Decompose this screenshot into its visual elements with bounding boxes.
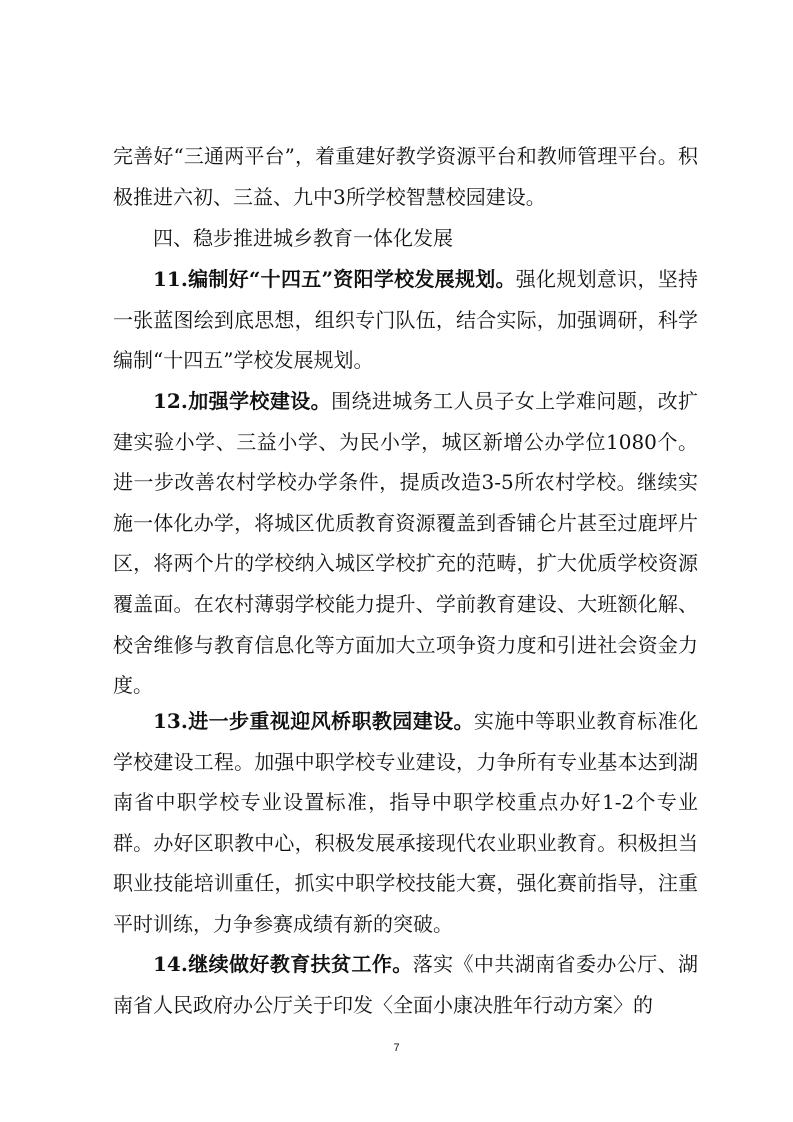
item-title: 12.加强学校建设。 <box>153 389 332 413</box>
page-number: 7 <box>393 1042 400 1054</box>
item-title: 14.继续做好教育扶贫工作。 <box>153 952 413 976</box>
item-body: 实施中等职业教育标准化学校建设工程。加强中职学校专业建设，力争所有专业基本达到湖南省中职学校专业设置标准，指导中职学校重点办好1-2个专业群。办好区职教中心，积极发展承接现代农业职业教育。积极担当职业技能培训重任，抓实中职学校技能大赛，强化赛前指导，注重平时训练，力争参赛成绩有新的突破。 <box>113 709 699 936</box>
item-body: 围绕进城务工人员子女上学难问题，改扩建实验小学、三益小学、为民小学，城区新增公办学位1080个。进一步改善农村学校办学条件，提质改造3-5所农村学校。继续实施一体化办学，将城区优质教育资源覆盖到香铺仑片甚至过鹿坪片区，将两个片的学校纳入城区学校扩充的范畴，扩大优质学校资源覆盖面。在农村薄弱学校能力提升、学前教育建设、大班额化解、校舍维修与教育信息化等方面加大立项争资力度和引进社会资金力度。 <box>113 389 699 698</box>
paragraph-item-14 <box>113 944 698 1025</box>
item-body: 强化规划意识，坚持一张蓝图绘到底思想，组织专门队伍，结合实际，加强调研，科学编制“十四五”学校发展规划。 <box>113 267 698 373</box>
paragraph-item-12 <box>113 381 698 706</box>
section-heading <box>113 218 698 259</box>
paragraph-item-11 <box>113 259 698 381</box>
item-body: 落实《中共湖南省委办公厅、湖南省人民政府办公厅关于印发〈全面小康决胜年行动方案〉的 <box>113 952 699 1017</box>
item-title: 11.编制好“十四五”资阳学校发展规划。 <box>153 267 516 291</box>
paragraph-item-13 <box>113 701 698 945</box>
heading-text: 四、稳步推进城乡教育一体化发展 <box>153 226 453 250</box>
paragraph-text: 完善好“三通两平台”，着重建好教学资源平台和教师管理平台。积极推进六初、三益、九中3所学校智慧校园建设。 <box>113 144 698 209</box>
item-title: 13.进一步重视迎风桥职教园建设。 <box>153 709 474 733</box>
paragraph-continuation <box>113 136 698 217</box>
